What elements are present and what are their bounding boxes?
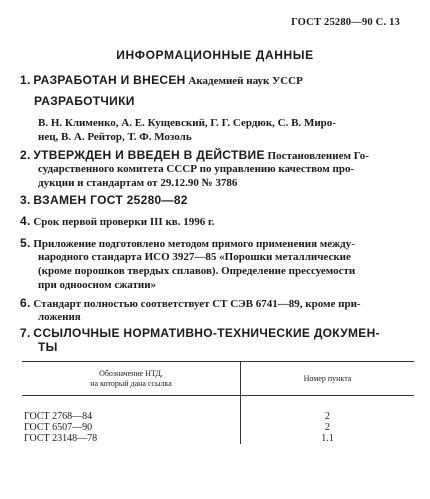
item-1 bbox=[20, 73, 410, 88]
text-line: дукции и стандартам от 29.12.90 № 3786 bbox=[38, 177, 238, 189]
item-number: 1. bbox=[20, 73, 31, 87]
item-text: Срок первой проверки III кв. 1996 г. bbox=[33, 216, 215, 228]
item-5 bbox=[20, 236, 410, 251]
header-line: на который дана ссылка bbox=[90, 379, 172, 388]
item-text: Академией наук УССР bbox=[188, 75, 303, 87]
item-number: 7. bbox=[20, 326, 31, 340]
item-number: 3. bbox=[20, 193, 31, 207]
cell-item-number: 2 bbox=[325, 411, 330, 422]
text-line: нец, В. А. Рейтор, Т. Ф. Мозоль bbox=[38, 131, 192, 143]
table-row bbox=[22, 433, 414, 444]
item-7-heading-continuation: ТЫ bbox=[38, 340, 58, 354]
item-6 bbox=[20, 296, 410, 311]
cell-document: ГОСТ 23148—78 bbox=[22, 433, 241, 444]
cell-item-number: 1.1 bbox=[321, 433, 334, 444]
item-number: 2. bbox=[20, 148, 31, 162]
item-text: Постановлением Го- bbox=[267, 150, 369, 162]
references-table bbox=[22, 361, 414, 444]
text-line: народного стандарта ИСО 3927—85 «Порошки металлические bbox=[38, 251, 351, 263]
developers-heading: РАЗРАБОТЧИКИ bbox=[34, 94, 135, 108]
column-header-document bbox=[22, 362, 241, 396]
item-3 bbox=[20, 193, 410, 208]
cell-document: ГОСТ 6507—90 bbox=[22, 422, 241, 433]
cell-document: ГОСТ 2768—84 bbox=[22, 396, 241, 423]
item-2-continuation bbox=[38, 162, 410, 190]
page-header: ГОСТ 25280—90 С. 13 bbox=[291, 17, 400, 28]
item-7 bbox=[20, 326, 410, 341]
text-line: (кроме порошков твердых сплавов). Определение прессуемости bbox=[38, 265, 356, 277]
table-header-row bbox=[22, 362, 414, 396]
item-heading: ССЫЛОЧНЫЕ НОРМАТИВНО-ТЕХНИЧЕСКИЕ ДОКУМЕН- bbox=[33, 326, 380, 340]
column-header-item-number: Номер пункта bbox=[241, 362, 415, 396]
item-4 bbox=[20, 214, 410, 229]
item-number: 5. bbox=[20, 236, 31, 250]
table-row bbox=[22, 396, 414, 423]
text-line: В. Н. Клименко, А. Е. Кущевский, Г. Г. Сердюк, С. В. Миро- bbox=[38, 117, 336, 129]
item-text: Приложение подготовлено методом прямого применения между- bbox=[33, 238, 355, 250]
item-number: 4. bbox=[20, 214, 31, 228]
authors-text bbox=[38, 116, 410, 144]
text-line: ложения bbox=[38, 311, 81, 323]
text-line: при одноосном сжатии» bbox=[38, 279, 157, 291]
header-line: Обозначение НТД, bbox=[99, 369, 163, 378]
item-5-continuation bbox=[38, 250, 410, 292]
section-title: ИНФОРМАЦИОННЫЕ ДАННЫЕ bbox=[116, 48, 314, 62]
item-number: 6. bbox=[20, 296, 31, 310]
cell-item-number: 2 bbox=[325, 422, 330, 433]
table-row bbox=[22, 422, 414, 433]
item-2 bbox=[20, 148, 410, 163]
item-6-continuation bbox=[38, 310, 410, 324]
text-line: сударственного комитета СССР по управлению качеством про- bbox=[38, 163, 355, 175]
item-heading: ВЗАМЕН ГОСТ 25280—82 bbox=[33, 193, 188, 207]
item-heading: РАЗРАБОТАН И ВНЕСЕН bbox=[33, 73, 186, 87]
item-text: Стандарт полностью соответствует СТ СЭВ 6741—89, кроме при- bbox=[33, 298, 361, 310]
item-heading: УТВЕРЖДЕН И ВВЕДЕН В ДЕЙСТВИЕ bbox=[33, 148, 265, 162]
